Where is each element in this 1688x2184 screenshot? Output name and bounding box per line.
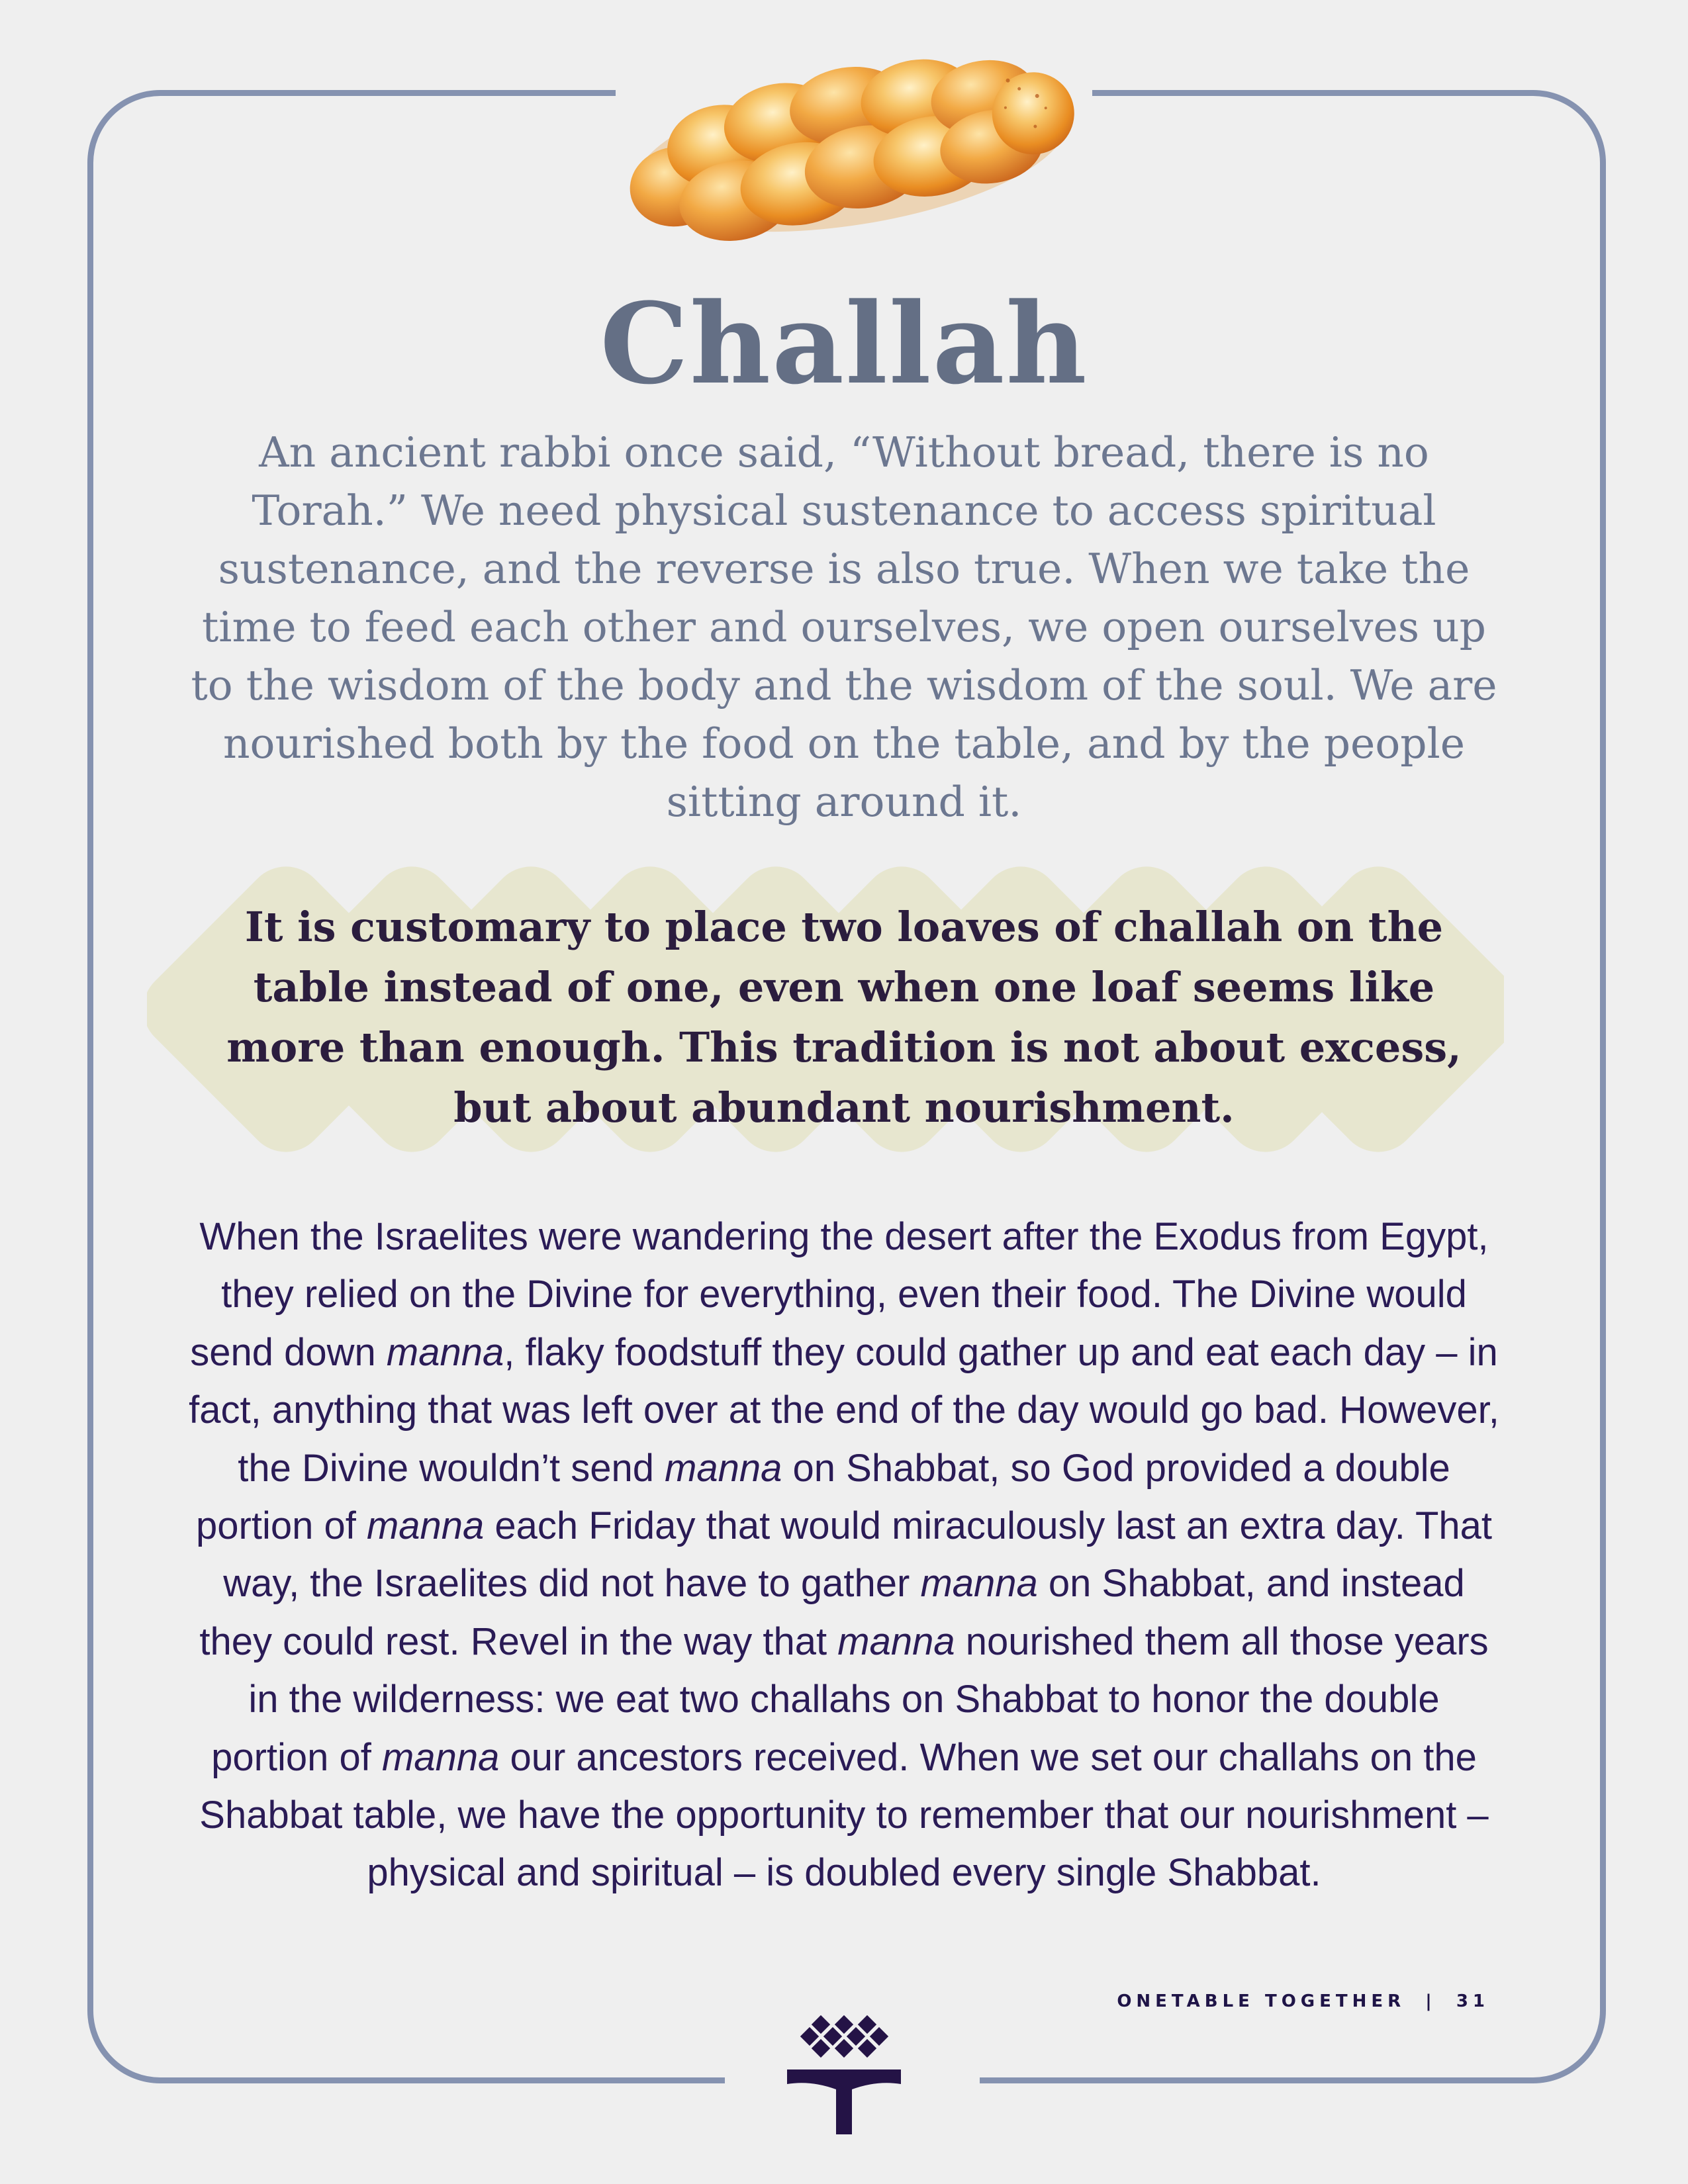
body-paragraph — [189, 1208, 1499, 1902]
page-number: 31 — [1456, 1991, 1489, 2011]
body-italic-term: manna — [386, 1330, 504, 1374]
onetable-logo-icon — [778, 2015, 910, 2134]
pull-quote: It is customary to place two loaves of challah on the table instead of one, even when one loaf seems like more than enough. This tradition is not about excess, but about abundant nourishment. — [226, 903, 1462, 1132]
footer-separator: | — [1425, 1991, 1436, 2011]
page-title: Challah — [600, 278, 1088, 409]
challah-bread-illustration — [612, 26, 1089, 265]
body-text-run: our ancestors received. When we set our challahs on the Shabbat table, we have the opportunity to remember that our nourishment – physical and spiritual – is doubled every single Shabbat. — [199, 1735, 1489, 1895]
body-italic-term: manna — [382, 1735, 500, 1779]
footer-brand: ONETABLE TOGETHER — [1117, 1991, 1406, 2011]
body-italic-term: manna — [837, 1619, 955, 1663]
body-italic-term: manna — [366, 1504, 485, 1548]
body-text-run: nourished them all those years in the wilderness: we eat two challahs on Shabbat to honor the double portion of — [211, 1619, 1489, 1779]
body-italic-term: manna — [665, 1446, 782, 1490]
page-footer — [1117, 1991, 1489, 2011]
body-text-run: When the Israelites were wandering the desert after the Exodus from Egypt, they relied on the Divine for everything, even their food. The Divine would send down — [190, 1215, 1489, 1374]
body-text-run: on Shabbat, and instead they could rest. Revel in the way that — [199, 1562, 1465, 1663]
intro-paragraph: An ancient rabbi once said, “Without bread, there is no Torah.” We need physical sustenance to access spiritual sustenance, and the reverse is also true. When we take the time to feed each other and ourselves, we open ourselves up to the wisdom of the body and the wisdom of the soul. We are nourished both by the food on the table, and by the people sitting around it. — [191, 428, 1497, 826]
body-text-run: , flaky foodstuff they could gather up and eat each day – in fact, anything that was left over at the end of the day would go bad. However, the Divine wouldn’t send — [189, 1330, 1499, 1490]
body-italic-term: manna — [920, 1562, 1038, 1606]
body-text-run: each Friday that would miraculously last an extra day. That way, the Israelites did not have to gather — [223, 1504, 1492, 1606]
body-text-run: on Shabbat, so God provided a double portion of — [196, 1446, 1450, 1548]
